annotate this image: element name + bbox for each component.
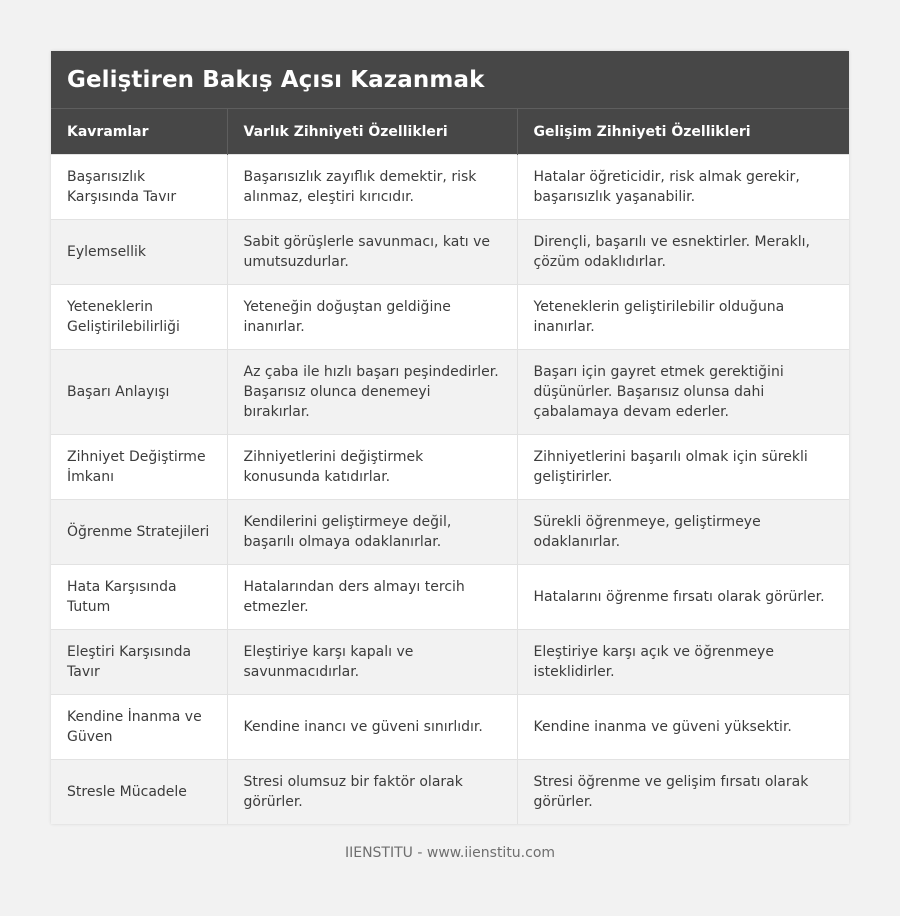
fixed-mindset-cell: Eleştiriye karşı kapalı ve savunmacıdırlar. [227, 630, 517, 695]
growth-mindset-cell: Hatalarını öğrenme fırsatı olarak görürler. [517, 565, 849, 630]
fixed-mindset-cell: Başarısızlık zayıflık demektir, risk alınmaz, eleştiri kırıcıdır. [227, 155, 517, 220]
fixed-mindset-cell: Sabit görüşlerle savunmacı, katı ve umutsuzdurlar. [227, 220, 517, 285]
table-row [51, 350, 849, 435]
growth-mindset-cell: Zihniyetlerini başarılı olmak için sürekli geliştirirler. [517, 435, 849, 500]
table-row [51, 220, 849, 285]
growth-mindset-cell: Yeteneklerin geliştirilebilir olduğuna inanırlar. [517, 285, 849, 350]
site-footer-credit: IIENSTITU - www.iienstitu.com [344, 845, 556, 861]
column-header-fixed-mindset: Varlık Zihniyeti Özellikleri [227, 109, 517, 155]
fixed-mindset-cell: Kendine inancı ve güveni sınırlıdır. [227, 695, 517, 760]
concept-cell: Eylemsellik [51, 220, 227, 285]
fixed-mindset-cell: Kendilerini geliştirmeye değil, başarılı olmaya odaklanırlar. [227, 500, 517, 565]
column-header-concepts: Kavramlar [51, 109, 227, 155]
fixed-mindset-cell: Hatalarından ders almayı tercih etmezler. [227, 565, 517, 630]
growth-mindset-cell: Eleştiriye karşı açık ve öğrenmeye isteklidirler. [517, 630, 849, 695]
growth-mindset-cell: Stresi öğrenme ve gelişim fırsatı olarak görürler. [517, 760, 849, 825]
table-row [51, 695, 849, 760]
concept-cell: Stresle Mücadele [51, 760, 227, 825]
table-row [51, 630, 849, 695]
growth-mindset-cell: Sürekli öğrenmeye, geliştirmeye odaklanırlar. [517, 500, 849, 565]
table-row [51, 435, 849, 500]
growth-mindset-cell: Dirençli, başarılı ve esnektirler. Meraklı, çözüm odaklıdırlar. [517, 220, 849, 285]
table-row [51, 760, 849, 825]
fixed-mindset-cell: Stresi olumsuz bir faktör olarak görürler. [227, 760, 517, 825]
table-title: Geliştiren Bakış Açısı Kazanmak [67, 66, 485, 93]
table-row [51, 565, 849, 630]
concept-cell: Başarı Anlayışı [51, 350, 227, 435]
growth-mindset-cell: Hatalar öğreticidir, risk almak gerekir, başarısızlık yaşanabilir. [517, 155, 849, 220]
concept-cell: Başarısızlık Karşısında Tavır [51, 155, 227, 220]
table-title-bar [51, 51, 849, 109]
table-row [51, 155, 849, 220]
comparison-table [51, 109, 849, 824]
concept-cell: Eleştiri Karşısında Tavır [51, 630, 227, 695]
concept-cell: Hata Karşısında Tutum [51, 565, 227, 630]
fixed-mindset-cell: Yeteneğin doğuştan geldiğine inanırlar. [227, 285, 517, 350]
concept-cell: Zihniyet Değiştirme İmkanı [51, 435, 227, 500]
growth-mindset-cell: Başarı için gayret etmek gerektiğini düşünürler. Başarısız olunsa dahi çabalamaya devam ederler. [517, 350, 849, 435]
table-header-row [51, 109, 849, 155]
fixed-mindset-cell: Zihniyetlerini değiştirmek konusunda katıdırlar. [227, 435, 517, 500]
table-row [51, 500, 849, 565]
growth-mindset-cell: Kendine inanma ve güveni yüksektir. [517, 695, 849, 760]
table-row [51, 285, 849, 350]
comparison-table-card [51, 51, 849, 824]
concept-cell: Öğrenme Stratejileri [51, 500, 227, 565]
concept-cell: Kendine İnanma ve Güven [51, 695, 227, 760]
concept-cell: Yeteneklerin Geliştirilebilirliği [51, 285, 227, 350]
fixed-mindset-cell: Az çaba ile hızlı başarı peşindedirler. Başarısız olunca denemeyi bırakırlar. [227, 350, 517, 435]
column-header-growth-mindset: Gelişim Zihniyeti Özellikleri [517, 109, 849, 155]
